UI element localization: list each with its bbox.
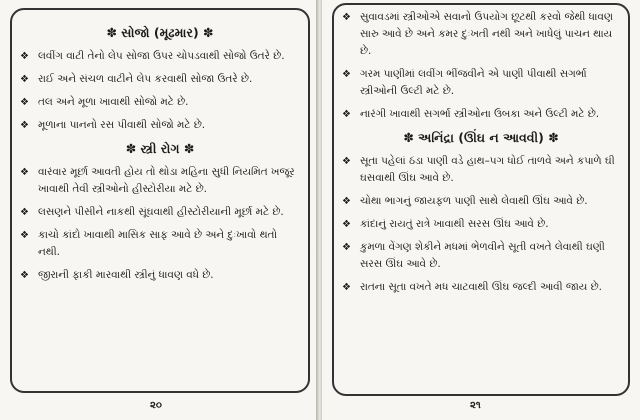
diamond-bullet-icon: ❖ <box>342 156 351 167</box>
item-text: મૂળાના પાનનો રસ પીવાથી સોજો મટે છે. <box>38 119 206 131</box>
section-heading-swelling: ✽ સોજો (મૂઢમાર) ✽ <box>106 25 214 40</box>
diamond-bullet-icon: ❖ <box>342 242 351 253</box>
list-item <box>20 71 302 88</box>
page-number-left: ૨૦ <box>150 400 162 411</box>
item-text: લવીંગ વાટી તેનો લેપ સોજા ઉપર ચોપડવાથી સોજો ઉતરે છે. <box>38 50 285 62</box>
diamond-bullet-icon: ❖ <box>20 97 29 108</box>
list-item <box>20 204 302 221</box>
item-text: ગરમ પાણીમાં લવીંગ ભીંજવીને એ પાણી પીવાથી સગર્ભા સ્ત્રીઓની ઉલ્ટી મટે છે. <box>360 68 587 97</box>
list-item <box>342 279 622 296</box>
list-item <box>342 106 622 123</box>
list-item <box>342 66 622 100</box>
list-item <box>20 48 302 65</box>
item-text: જીરાની ફાકી મારવાથી સ્ત્રીનું ધાવણ વધે છે. <box>38 269 214 281</box>
list-item <box>20 94 302 111</box>
list-item <box>20 164 302 198</box>
diamond-bullet-icon: ❖ <box>342 69 351 80</box>
section-heading-womens-ailments: ✽ સ્ત્રી રોગ ✽ <box>125 141 195 156</box>
left-page <box>0 0 318 420</box>
diamond-bullet-icon: ❖ <box>20 120 29 131</box>
diamond-bullet-icon: ❖ <box>342 219 351 230</box>
item-text: લસણને પીસીને નાકથી સૂંઘવાથી હીસ્ટોરીયાની મૂર્છા મટે છે. <box>38 206 284 218</box>
diamond-bullet-icon: ❖ <box>342 12 351 23</box>
item-text: ચોથા ભાગનું જાયફળ પાણી સાથે લેવાથી ઊંઘ આવે છે. <box>360 195 588 207</box>
diamond-bullet-icon: ❖ <box>342 282 351 293</box>
item-text: સૂતા પહેલાં ઠંડા પાણી વડે હાથ–પગ ધોઈ તાળવે અને કપાળે ઘી ઘસવાથી ઊંઘ આવે છે. <box>360 155 615 184</box>
page-number-right: ૨૧ <box>470 400 481 411</box>
list-item <box>20 267 302 284</box>
item-text: સુવાવડમાં સ્ત્રીઓએ સવાનો ઉપયોગ છૂટથી કરવો જેથી ધાવણ સારુ આવે છે અને કમર દુઃખતી નથી અને ખાધેલું પાચન થાય છે. <box>360 11 613 57</box>
left-page-frame <box>10 8 310 393</box>
right-page <box>322 0 640 420</box>
insomnia-remedies-list <box>334 153 628 296</box>
diamond-bullet-icon: ❖ <box>342 196 351 207</box>
right-page-frame <box>332 3 630 396</box>
item-text: રાઈ અને સંચળ વાટીને લેપ કરવાથી સોજા ઉતરે છે. <box>38 73 253 85</box>
diamond-bullet-icon: ❖ <box>20 207 29 218</box>
list-item <box>342 216 622 233</box>
womens-remedies-list <box>12 164 308 284</box>
diamond-bullet-icon: ❖ <box>20 51 29 62</box>
list-item <box>20 117 302 134</box>
item-text: કાચો કાંદો ખાવાથી માસિક સાફ આવે છે અને દુઃખાવો થતો નથી. <box>38 229 278 258</box>
item-text: વારંવાર મૂર્છા આવતી હોય તો થોડા મહિના સુધી નિયમિત ખજૂર ખાવાથી તેવી સ્ત્રીઓનો હીસ્ટોરીયા મટે છે. <box>38 166 295 195</box>
list-item <box>342 153 622 187</box>
pregnancy-remedies-list <box>334 9 628 123</box>
list-item <box>342 193 622 210</box>
item-text: તલ અને મૂળા ખાવાથી સોજો મટે છે. <box>38 96 189 108</box>
diamond-bullet-icon: ❖ <box>20 167 29 178</box>
list-item <box>20 227 302 261</box>
list-item <box>342 9 622 60</box>
diamond-bullet-icon: ❖ <box>20 270 29 281</box>
item-text: કુમળા વેંગણ શેકીને મધમાં ભેળવીને સૂતી વખતે લેવાથી ઘણી સરસ ઊંઘ આવે છે. <box>360 241 605 270</box>
section-heading-insomnia: ✽ અનિંદ્રા (ઊંઘ ન આવવી) ✽ <box>403 130 559 145</box>
diamond-bullet-icon: ❖ <box>342 109 351 120</box>
list-item <box>342 239 622 273</box>
diamond-bullet-icon: ❖ <box>20 230 29 241</box>
item-text: કાંદાનું રાયતું રાત્રે ખાવાથી સરસ ઊંઘ આવે છે. <box>360 218 549 230</box>
diamond-bullet-icon: ❖ <box>20 74 29 85</box>
swelling-remedies-list <box>12 48 308 134</box>
item-text: રાતના સૂતા વખતે મધ ચાટવાથી ઊંઘ જલ્દી આવી જાય છે. <box>360 281 602 293</box>
item-text: નારંગી ખાવાથી સગર્ભા સ્ત્રીઓના ઉબકા અને ઉલ્ટી મટે છે. <box>360 108 600 120</box>
